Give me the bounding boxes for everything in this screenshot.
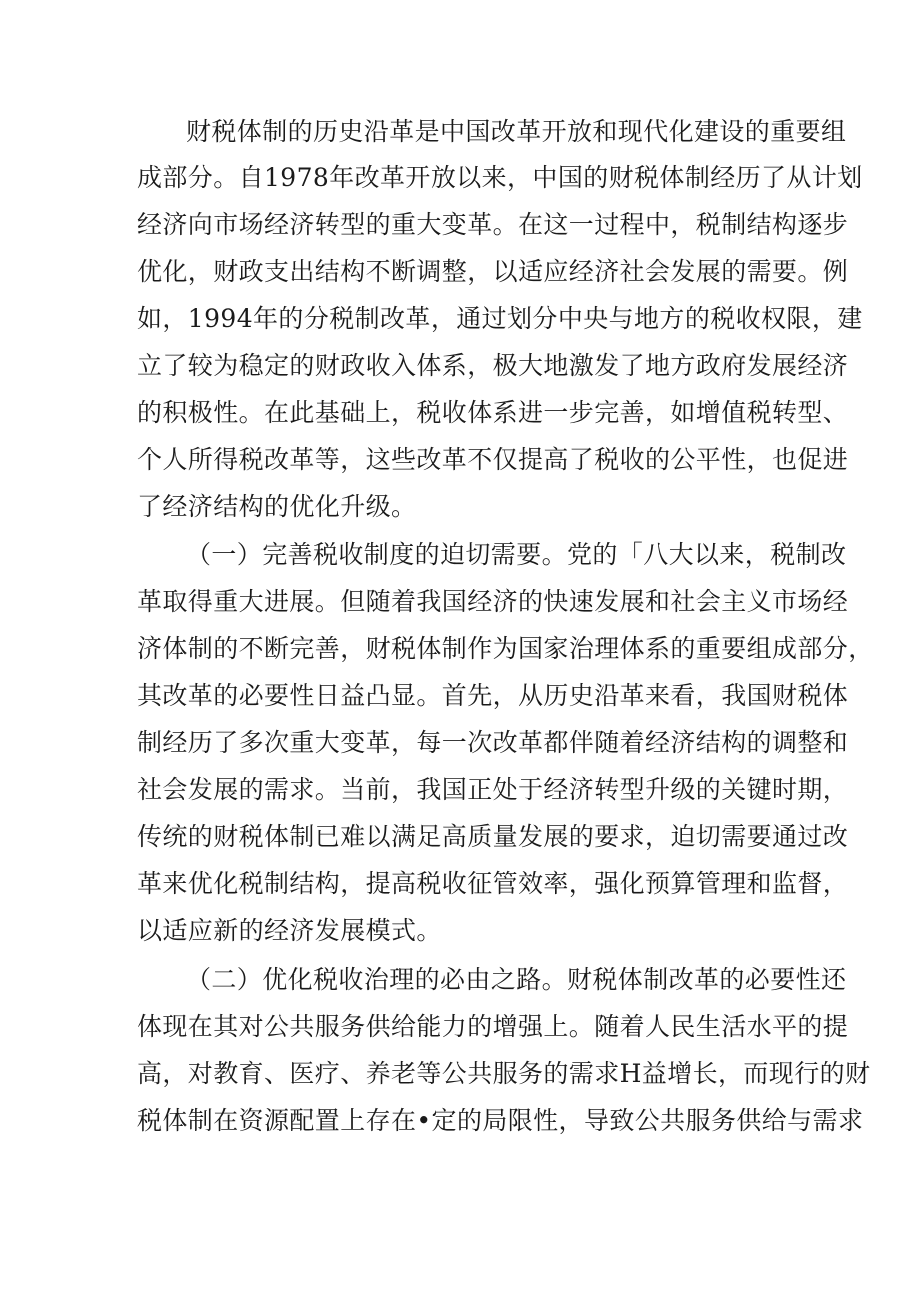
paragraph-3-line-4: 税体制在资源配置上存在•定的局限性，导致公共服务供给与需求 <box>137 1106 864 1135</box>
paragraph-3-line-3: 高，对教育、医疗、养老等公共服务的需求H益增长，而现行的财 <box>137 1059 871 1088</box>
paragraph-1-line-5: 如，1994年的分税制改革，通过划分中央与地方的税收权限，建 <box>137 304 863 333</box>
paragraph-2-line-3: 济体制的不断完善，财税体制作为国家治理体系的重要组成部分， <box>137 634 874 663</box>
paragraph-2-line-1: （一）完善税收制度的迫切需要。党的「八大以来，税制改 <box>186 540 847 569</box>
paragraph-2-line-2: 革取得重大进展。但随着我国经济的快速发展和社会主义市场经 <box>137 587 849 616</box>
paragraph-1-line-7: 的积极性。在此基础上，税收体系进一步完善，如增值税转型、 <box>137 398 849 427</box>
paragraph-2-line-4: 其改革的必要性日益凸显。首先，从历史沿革来看，我国财税体 <box>137 681 849 710</box>
paragraph-2-line-8: 革来优化税制结构，提高税收征管效率，强化预算管理和监督， <box>137 869 849 898</box>
paragraph-1-line-2: 成部分。自1978年改革开放以来，中国的财税体制经历了从计划 <box>137 163 863 192</box>
paragraph-1-line-9: 了经济结构的优化升级。 <box>137 492 417 521</box>
paragraph-1-line-6: 立了较为稳定的财政收入体系，极大地激发了地方政府发展经济 <box>137 351 849 380</box>
paragraph-2-line-5: 制经历了多次重大变革，每一次改革都伴随着经济结构的调整和 <box>137 728 849 757</box>
paragraph-1-line-3: 经济向市场经济转型的重大变革。在这一过程中，税制结构逐步 <box>137 210 849 239</box>
paragraph-2-line-9: 以适应新的经济发展模式。 <box>137 916 442 945</box>
paragraph-1-line-8: 个人所得税改革等，这些改革不仅提高了税收的公平性，也促进 <box>137 445 849 474</box>
paragraph-1-line-4: 优化，财政支出结构不断调整，以适应经济社会发展的需要。例 <box>137 257 849 286</box>
paragraph-3-line-2: 体现在其对公共服务供给能力的增强上。随着人民生活水平的提 <box>137 1012 849 1041</box>
paragraph-3-line-1: （二）优化税收治理的必由之路。财税体制改革的必要性还 <box>186 965 847 994</box>
paragraph-1-line-1: 财税体制的历史沿革是中国改革开放和现代化建设的重要组 <box>186 117 847 146</box>
paragraph-2-line-7: 传统的财税体制已难以满足高质量发展的要求，迫切需要通过改 <box>137 822 849 851</box>
paragraph-2-line-6: 社会发展的需求。当前，我国正处于经济转型升级的关键时期， <box>137 775 849 804</box>
